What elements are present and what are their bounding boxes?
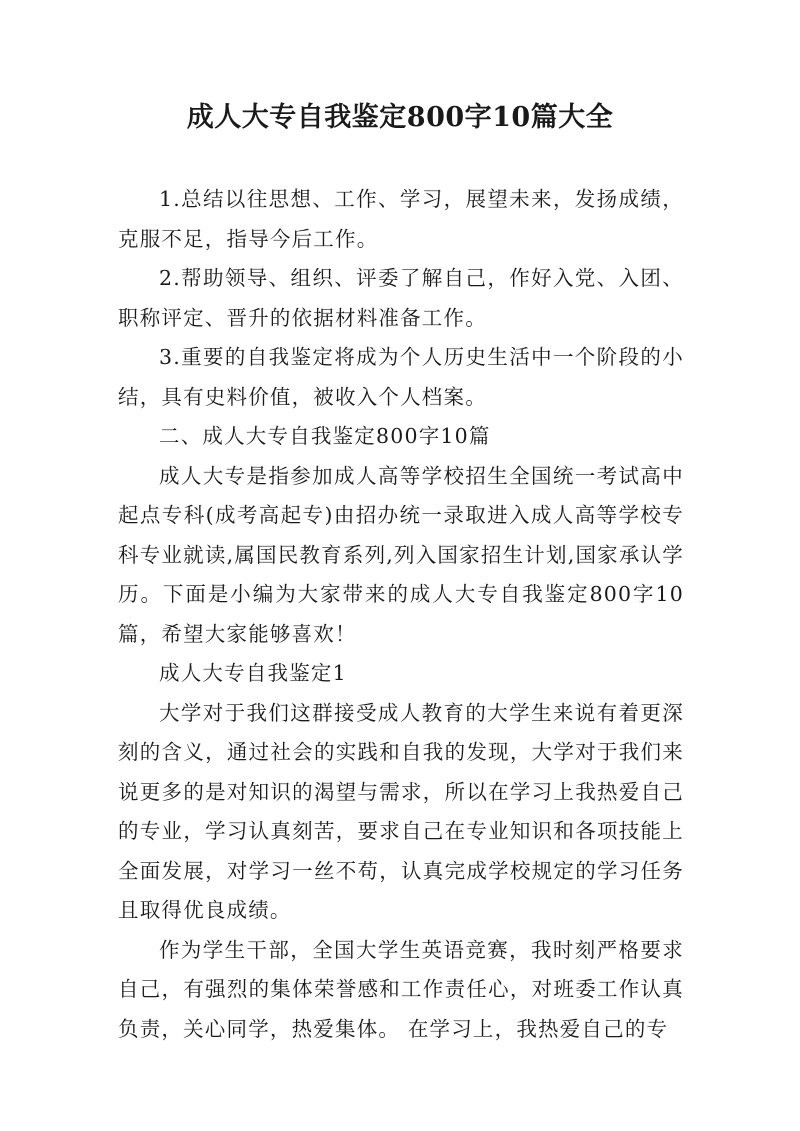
document-title: 成人大专自我鉴定800字10篇大全: [186, 102, 614, 133]
paragraph-point-3: 3.重要的自我鉴定将成为个人历史生活中一个阶段的小结，具有史料价值，被收入个人档案。: [118, 345, 684, 409]
paragraph-study: 大学对于我们这群接受成人教育的大学生来说有着更深刻的含义，通过社会的实践和自我的发现，大学对于我们来说更多的是对知识的渴望与需求，所以在学习上我热爱自己的专业，学习认真刻苦，要求自己在专业知识和各项技能上全面发展，对学习一丝不苟，认真完成学校规定的学习任务且取得优良成绩。: [118, 700, 684, 922]
paragraph-cadre: 作为学生干部，全国大学生英语竞赛，我时刻严格要求自己，有强烈的集体荣誉感和工作责任心，对班委工作认真负责，关心同学，热爱集体。 在学习上，我热爱自己的专: [118, 937, 684, 1041]
document-body: [118, 180, 684, 1049]
paragraph-point-2: 2.帮助领导、组织、评委了解自己，作好入党、入团、职称评定、晋升的依据材料准备工作。: [118, 266, 684, 330]
subsection-heading: 成人大专自我鉴定1: [159, 661, 347, 685]
paragraph-intro: 成人大专是指参加成人高等学校招生全国统一考试高中起点专科(成考高起专)由招办统一录取进入成人高等学校专科专业就读,属国民教育系列,列入国家招生计划,国家承认学历。下面是小编为大家带来的成人大专自我鉴定800字10篇，希望大家能够喜欢！: [118, 463, 684, 646]
section-heading: 二、成人大专自我鉴定800字10篇: [159, 424, 491, 448]
paragraph-point-1: 1.总结以往思想、工作、学习，展望未来，发扬成绩，克服不足，指导今后工作。: [118, 187, 684, 251]
